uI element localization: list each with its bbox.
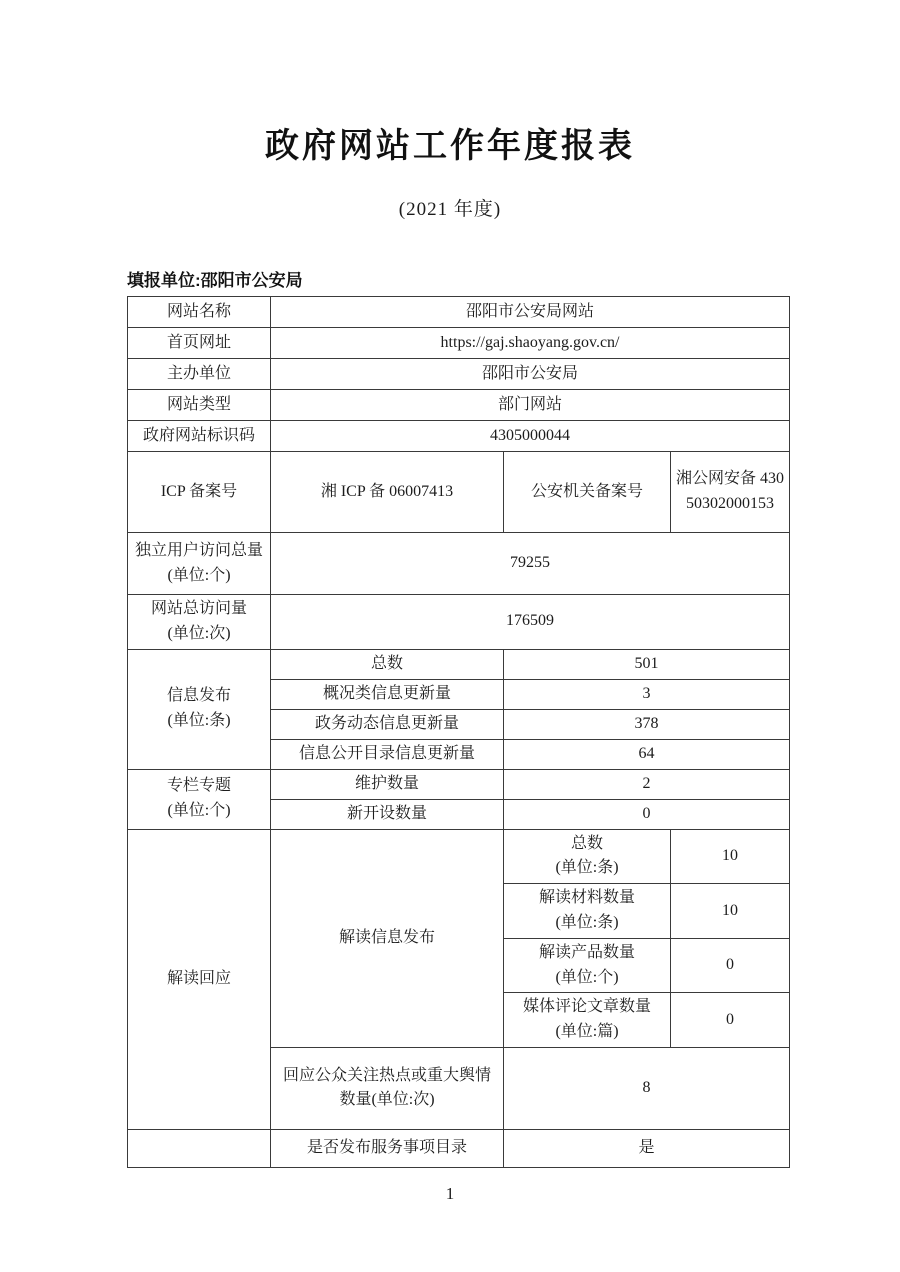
interp-total-name: 总数	[570, 834, 603, 852]
homepage-url-value: https://gaj.shaoyang.gov.cn/	[271, 328, 790, 359]
reporting-unit: 填报单位:邵阳市公安局	[127, 271, 303, 290]
overview-update-value: 3	[504, 679, 790, 709]
sponsor-unit-value: 邵阳市公安局	[271, 359, 790, 390]
table-row	[128, 297, 790, 328]
unique-visitors-label	[128, 533, 271, 595]
interp-product-name: 解读产品数量	[538, 943, 635, 961]
total-visits-label	[128, 595, 271, 650]
website-type-label: 网站类型	[128, 390, 271, 421]
interpretation-publish-label: 解读信息发布	[271, 829, 504, 1047]
website-type-value: 部门网站	[271, 390, 790, 421]
interp-total-value: 10	[671, 829, 790, 884]
total-visits-unit: (单位:次)	[167, 624, 231, 642]
table-row	[128, 421, 790, 452]
annual-report-table	[127, 296, 790, 1168]
interp-material-unit: (单位:条)	[555, 913, 619, 931]
table-row	[128, 829, 790, 884]
interp-material-name: 解读材料数量	[538, 889, 635, 907]
table-row	[128, 1129, 790, 1167]
unique-visitors-unit: (单位:个)	[167, 566, 231, 584]
info-publish-name: 信息发布	[166, 687, 231, 705]
security-filing-label: 公安机关备案号	[504, 452, 671, 533]
overview-update-label: 概况类信息更新量	[271, 679, 504, 709]
table-row	[128, 390, 790, 421]
table-row	[128, 769, 790, 799]
interp-material-label	[504, 884, 671, 939]
interp-product-unit: (单位:个)	[555, 968, 619, 986]
empty-cell	[128, 1129, 271, 1167]
table-row	[128, 595, 790, 650]
page-number: 1	[445, 1184, 455, 1203]
unique-visitors-value: 79255	[271, 533, 790, 595]
service-catalog-value: 是	[504, 1129, 790, 1167]
public-hotspot-label: 回应公众关注热点或重大舆情数量(单位:次)	[271, 1047, 504, 1129]
page-subtitle: (2021 年度)	[398, 199, 502, 220]
icp-value: 湘 ICP 备 06007413	[271, 452, 504, 533]
media-comment-value: 0	[671, 993, 790, 1048]
site-id-code-value: 4305000044	[271, 421, 790, 452]
maintained-count-label: 维护数量	[271, 769, 504, 799]
unique-visitors-name: 独立用户访问总量	[134, 541, 263, 559]
newly-opened-count-value: 0	[504, 799, 790, 829]
disclosure-update-value: 64	[504, 739, 790, 769]
sponsor-unit-label: 主办单位	[128, 359, 271, 390]
site-id-code-label: 政府网站标识码	[128, 421, 271, 452]
gov-news-update-value: 378	[504, 709, 790, 739]
interp-material-value: 10	[671, 884, 790, 939]
interp-product-value: 0	[671, 938, 790, 993]
special-columns-name: 专栏专题	[166, 777, 231, 795]
info-publish-label	[128, 649, 271, 769]
table-row	[128, 649, 790, 679]
table-row	[128, 328, 790, 359]
newly-opened-count-label: 新开设数量	[271, 799, 504, 829]
total-visits-value: 176509	[271, 595, 790, 650]
homepage-url-label: 首页网址	[128, 328, 271, 359]
special-columns-label	[128, 769, 271, 829]
public-hotspot-value: 8	[504, 1047, 790, 1129]
table-row	[128, 359, 790, 390]
media-comment-label	[504, 993, 671, 1048]
website-name-label: 网站名称	[128, 297, 271, 328]
icp-label: ICP 备案号	[128, 452, 271, 533]
interpretation-response-label: 解读回应	[128, 829, 271, 1129]
special-columns-unit: (单位:个)	[167, 802, 231, 820]
table-row	[128, 533, 790, 595]
media-comment-unit: (单位:篇)	[555, 1023, 619, 1041]
info-publish-unit: (单位:条)	[167, 712, 231, 730]
info-total-value: 501	[504, 649, 790, 679]
website-name-value: 邵阳市公安局网站	[271, 297, 790, 328]
disclosure-update-label: 信息公开目录信息更新量	[271, 739, 504, 769]
info-total-label: 总数	[271, 649, 504, 679]
table-row	[128, 452, 790, 533]
security-filing-value: 湘公网安备 43050302000153	[671, 452, 790, 533]
maintained-count-value: 2	[504, 769, 790, 799]
total-visits-name: 网站总访问量	[150, 600, 247, 617]
page-title: 政府网站工作年度报表	[265, 127, 635, 165]
service-catalog-label: 是否发布服务事项目录	[271, 1129, 504, 1167]
gov-news-update-label: 政务动态信息更新量	[271, 709, 504, 739]
interp-product-label	[504, 938, 671, 993]
interp-total-unit: (单位:条)	[555, 859, 619, 877]
interp-total-label	[504, 829, 671, 884]
media-comment-name: 媒体评论文章数量	[522, 998, 651, 1016]
